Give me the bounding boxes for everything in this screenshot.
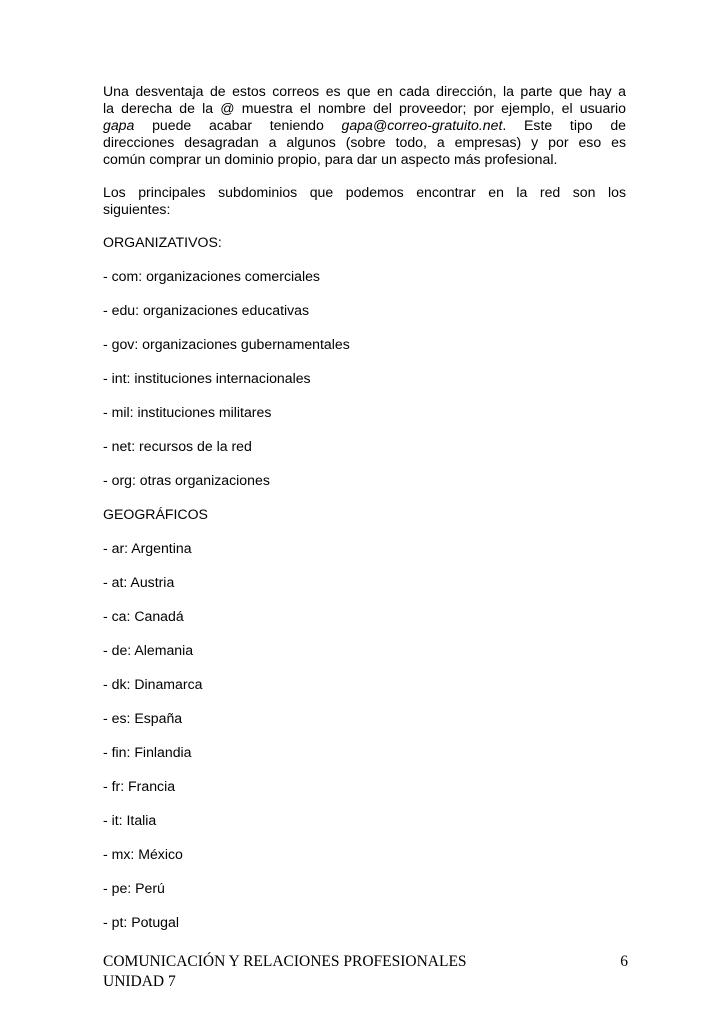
intro-line-3-text-b: . Este tipo de	[502, 117, 627, 133]
footer-unit: UNIDAD 7	[103, 973, 176, 990]
footer-row	[103, 952, 628, 972]
email-example: gapa@correo-gratuito.net	[341, 117, 503, 133]
list-item: - de: Alemania	[103, 642, 194, 658]
intro-line-3	[103, 117, 626, 134]
list-item: - net: recursos de la red	[103, 438, 252, 454]
intro-line-2: la derecha de la @ muestra el nombre del proveedor; por ejemplo, el usuario	[103, 100, 626, 116]
page-number: 6	[620, 953, 628, 970]
list-item: - pt: Potugal	[103, 914, 179, 930]
subdomains-line-1: Los principales subdominios que podemos encontrar en la red son los	[103, 184, 626, 200]
list-item: - int: instituciones internacionales	[103, 370, 311, 386]
list-item: - dk: Dinamarca	[103, 676, 203, 692]
list-item: - pe: Perú	[103, 880, 165, 896]
list-item: - org: otras organizaciones	[103, 472, 270, 488]
list-item: - at: Austria	[103, 574, 175, 590]
intro-paragraph	[103, 83, 626, 168]
list-item: - fr: Francia	[103, 778, 176, 794]
list-item: - com: organizaciones comerciales	[103, 268, 320, 284]
list-item: - it: Italia	[103, 812, 157, 828]
intro-line-3-text-a: puede acabar teniendo	[134, 117, 342, 133]
list-item: - es: España	[103, 710, 183, 726]
intro-line-5: común comprar un dominio propio, para dar un aspecto más profesional.	[103, 151, 558, 167]
list-item: - gov: organizaciones gubernamentales	[103, 336, 350, 352]
geograficos-list	[103, 540, 626, 931]
organizativos-heading: ORGANIZATIVOS:	[103, 234, 222, 250]
page-content	[103, 83, 626, 948]
page-footer	[103, 952, 628, 992]
list-item: - ar: Argentina	[103, 540, 192, 556]
geograficos-heading: GEOGRÁFICOS	[103, 506, 208, 522]
list-item: - ca: Canadá	[103, 608, 184, 624]
subdomains-paragraph	[103, 184, 626, 218]
intro-line-4: direcciones desagradan a algunos (sobre todo, a empresas) y por eso es	[103, 134, 626, 150]
list-item: - edu: organizaciones educativas	[103, 302, 310, 318]
list-item: - mx: México	[103, 846, 183, 862]
subdomains-line-2: siguientes:	[103, 201, 171, 217]
intro-line-1: Una desventaja de estos correos es que en cada dirección, la parte que hay a	[103, 83, 626, 99]
organizativos-list	[103, 268, 626, 489]
list-item: - mil: instituciones militares	[103, 404, 272, 420]
footer-title: COMUNICACIÓN Y RELACIONES PROFESIONALES	[103, 953, 467, 970]
list-item: - fin: Finlandia	[103, 744, 192, 760]
username-example: gapa	[103, 117, 135, 133]
